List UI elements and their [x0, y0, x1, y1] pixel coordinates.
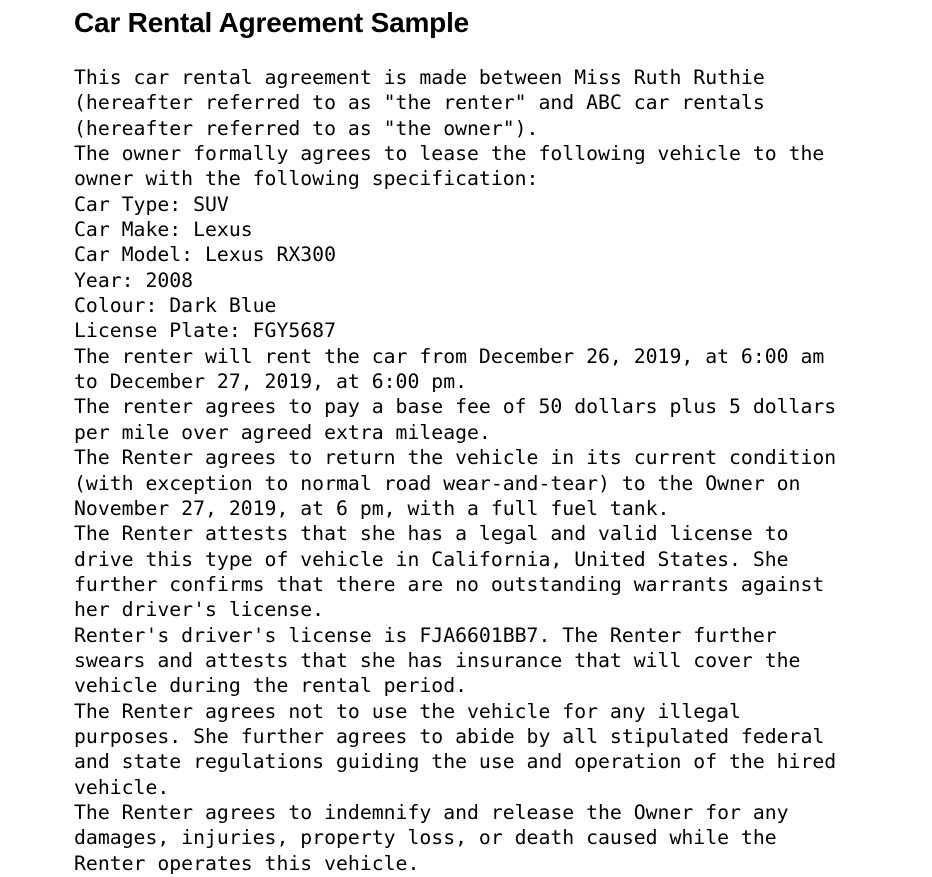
document-line: This car rental agreement is made between Miss Ruth Ruthie — [74, 66, 765, 89]
document-line: purposes. She further agrees to abide by all stipulated federal — [74, 724, 825, 748]
document-line: Renter's driver's license is FJA6601BB7. The Renter further — [74, 623, 777, 647]
document-line: owner with the following specification: — [74, 167, 539, 191]
document-line: Year: 2008 — [74, 268, 194, 292]
document-title: Car Rental Agreement Sample — [74, 7, 470, 38]
document-line: The Renter agrees to return the vehicle in its current condition — [74, 446, 837, 470]
document-line: her driver's license. — [74, 598, 325, 622]
document-line: The Renter agrees not to use the vehicle for any illegal — [74, 699, 741, 723]
document-line: Car Model: Lexus RX300 — [74, 243, 337, 267]
document-line: Renter operates this vehicle. — [74, 851, 420, 875]
document-line: vehicle. — [74, 775, 170, 799]
document-line: vehicle during the rental period. — [74, 674, 468, 698]
document-line: and state regulations guiding the use and operation of the hired — [74, 750, 837, 774]
document-page — [74, 6, 914, 876]
document-line: License Plate: FGY5687 — [74, 319, 337, 343]
document-line: The owner formally agrees to lease the following vehicle to the — [74, 142, 825, 166]
document-line: Car Make: Lexus — [74, 218, 253, 242]
document-line: drive this type of vehicle in California, United States. She — [74, 547, 789, 571]
document-line: per mile over agreed extra mileage. — [74, 420, 491, 444]
document-line: (hereafter referred to as "the owner"). — [74, 116, 539, 140]
document-line: The renter agrees to pay a base fee of 50 dollars plus 5 dollars — [74, 395, 837, 419]
document-line: The Renter attests that she has a legal and valid license to — [74, 522, 789, 546]
document-line: The renter will rent the car from December 26, 2019, at 6:00 am — [74, 344, 825, 368]
document-line: (hereafter referred to as "the renter" and ABC car rentals — [74, 91, 765, 115]
document-line: swears and attests that she has insurance that will cover the — [74, 648, 801, 672]
document-line: The Renter agrees to indemnify and release the Owner for any — [74, 800, 789, 824]
document-line: to December 27, 2019, at 6:00 pm. — [74, 370, 468, 394]
document-line: Colour: Dark Blue — [74, 294, 277, 318]
document-line: (with exception to normal road wear-and-tear) to the Owner on — [74, 471, 801, 495]
document-line: November 27, 2019, at 6 pm, with a full fuel tank. — [74, 496, 670, 520]
document-line: Car Type: SUV — [74, 192, 229, 216]
document-line: further confirms that there are no outstanding warrants against — [74, 572, 825, 596]
document-line: damages, injuries, property loss, or death caused while the — [74, 826, 777, 850]
document-body — [74, 65, 914, 876]
